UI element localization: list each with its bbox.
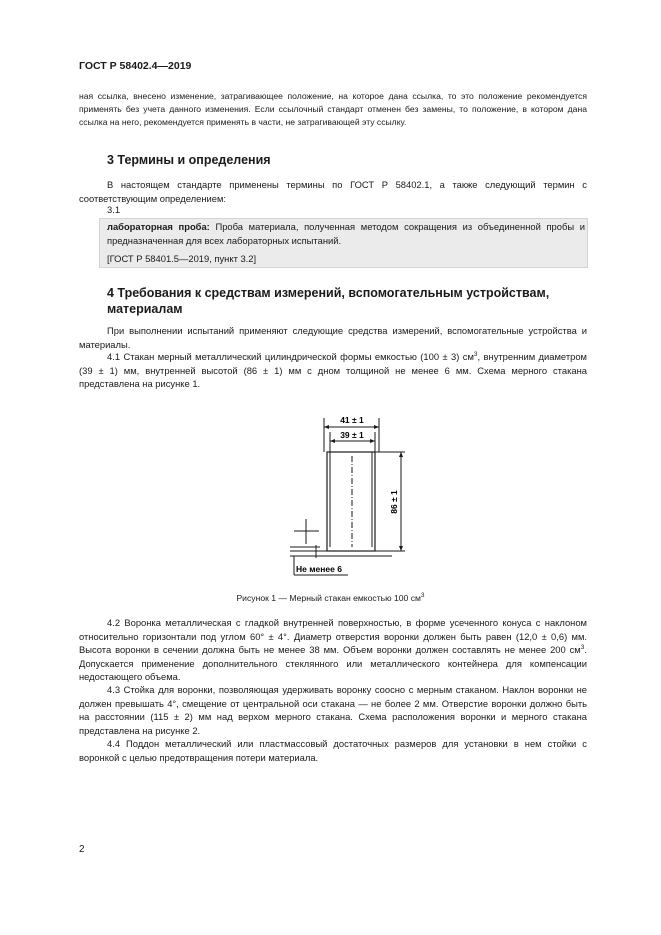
outer-arrow-left (324, 425, 329, 429)
height-dimension-label: 86 ± 1 (389, 490, 399, 514)
p42-part-b: . Допускается применение дополнительного стеклянного или металлического контейнера для компенсации недостающего объема. (79, 644, 587, 682)
outer-arrow-right (374, 425, 379, 429)
bottom-thickness-label: Не менее 6 (296, 564, 342, 574)
document-header: ГОСТ Р 58402.4—2019 (79, 60, 192, 72)
paragraph-4-3: 4.3 Стойка для воронки, позволяющая удерживать воронку соосно с мерным стаканом. Наклон воронки не должен превышать 4°, смещение от центральной оси стакана — не более 2 мм. Отверстие воронки должно быть на расстоянии (115 ± 2) мм над верхом мерного стакана. Схема расположения воронки и мерного стакана представлена на рисунке 2. (79, 684, 587, 736)
p41-part-a: 4.1 Стакан мерный металлический цилиндрической формы емкостью (100 ± 3) см (107, 351, 474, 362)
term-source: [ГОСТ Р 58401.5—2019, пункт 3.2] (107, 253, 257, 264)
term-definition-text: Проба материала, полученная методом сокращения из объединенной пробы и предназначенная для всех лабораторных испытаний. (107, 221, 585, 246)
intro-paragraph: ная ссылка, внесено изменение, затрагивающее положение, на которое дана ссылка, то это положение рекомендуется применять без учета данного изменения. Если ссылочный стандарт отменен без замены, то положение, в котором дана ссылка на него, рекомендуется применять в части, не затрагивающей эту ссылку. (79, 91, 587, 127)
p41-superscript: 3 (473, 350, 478, 358)
section-4-title-line1: 4 Требования к средствам измерений, вспомогательным устройствам, (107, 286, 550, 300)
outer-dimension-label: 41 ± 1 (340, 415, 364, 425)
p42-part-a: 4.2 Воронка металлическая с гладкой внутренней поверхностью, в форме усеченного конуса с наклоном относительно горизонтали под углом 60° ± 4°. Диаметр отверстия воронки должен быть равен (12,0 ± 0,6) мм. Высота воронки в сечении должна быть не менее 38 мм. Объем воронки должен составлять не менее 200 см (79, 617, 587, 655)
section-3-title: 3 Термины и определения (107, 153, 271, 167)
height-arrow-top (399, 452, 403, 457)
caption-text: Рисунок 1 — Мерный стакан емкостью 100 см (236, 593, 421, 603)
figure-1-measuring-cup (280, 410, 415, 582)
p42-superscript: 3 (580, 643, 585, 651)
paragraph-4-4: 4.4 Поддон металлический или пластмассовый достаточных размеров для установки в нем стойки с воронкой с целью предотвращения потери материала. (79, 738, 587, 763)
section-4-title (107, 285, 587, 317)
page-number: 2 (79, 844, 85, 855)
section-4-title-line2: материалам (107, 302, 183, 316)
figure-1-caption (0, 593, 661, 603)
term-number: 3.1 (107, 204, 121, 215)
caption-superscript: 3 (420, 592, 425, 600)
term-definition (107, 220, 585, 247)
inner-arrow-left (330, 439, 335, 443)
paragraph-4-1 (79, 350, 587, 391)
p41-part-b: , внутренним диаметром (39 ± 1) мм, внутренней высотой (86 ± 1) мм с дном толщиной не менее 6 мм. Схема мерного стакана представлена на рисунке 1. (79, 351, 587, 389)
inner-arrow-right (370, 439, 375, 443)
cup-outer-outline (327, 452, 375, 551)
inner-dimension-label: 39 ± 1 (340, 430, 364, 440)
paragraph-4-2 (79, 616, 587, 684)
height-arrow-bottom (399, 546, 403, 551)
section-3-text: В настоящем стандарте применены термины по ГОСТ Р 58402.1, а также следующий термин с соответствующим определением: (79, 179, 587, 204)
section-4-intro: При выполнении испытаний применяют следующие средства измерений, вспомогательные устройства и материалы. (79, 325, 587, 350)
term-name: лабораторная проба: (107, 221, 210, 232)
